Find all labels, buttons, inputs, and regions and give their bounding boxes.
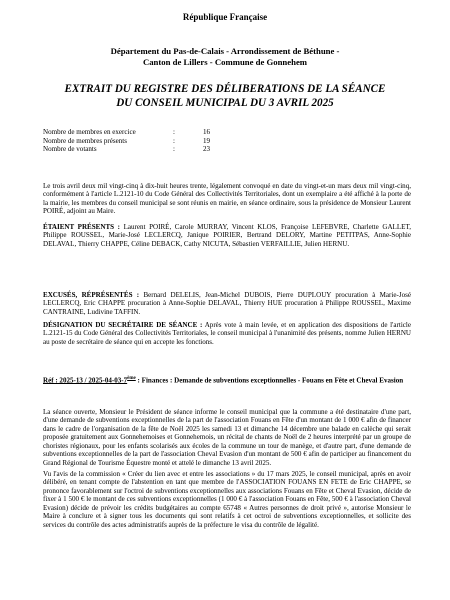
- count-value: 19: [203, 136, 211, 145]
- count-value: 23: [203, 145, 211, 153]
- reference-subject: : Finances : Demande de subventions exceptionnelles - Fouans en Fête et Cheval Evasion: [135, 376, 404, 385]
- extract-title: [0, 83, 450, 111]
- count-label: Nombre de membres présents: [43, 136, 127, 145]
- secretary-label: DÉSIGNATION DU SECRÉTAIRE DE SÉANCE :: [43, 321, 203, 329]
- member-counts: [43, 128, 263, 154]
- presents-label: ÉTAIENT PRÉSENTS :: [43, 223, 121, 231]
- department-heading: [0, 46, 450, 68]
- secretary-text: Après vote à main levée, et en application des dispositions de l'article L.2121-15 du Code Général des Collectivités Territoriales, le conseil municipal à l'unanimité des présents, nomme Julien HERNU au poste de secrétaire de séance qui en accepte les fonctions.: [43, 321, 412, 346]
- presents-list: Laurent POIRÉ, Carole MURRAY, Vincent KLOS, Françoise LEFEBVRE, Charlette GALLET, Philippe ROUSSEL, Marie-José LECLERCQ, Janique POIRIER, Bertrand DELORY, Martine PETITPAS, Anne-Sophie DELAVAL, Thierry CHAPPE, Céline DEBACK, Cathy NICUTA, Sébastien VERFAILLIE, Julien HERNU.: [43, 223, 411, 248]
- convocation-paragraph: Le trois avril deux mil vingt-cinq à dix-huit heures trente, légalement convoqué en date du vingt-et-un mars deux mil vingt-cinq, conformément à l'article L.2121-10 du Code Général des Collectivités Territoriales, dont un exemplaire a été affiché à la porte de la mairie, les membres du conseil municipal se sont réunis en mairie, en séance ordinaire, sous la présidence de Monsieur Laurent POIRÉ, adjoint au Maire.: [43, 182, 411, 216]
- reference-superscript: ème: [127, 376, 136, 381]
- department-line: Département du Pas-de-Calais - Arrondissement de Béthune -: [110, 46, 340, 56]
- decision-paragraph: Vu l'avis de la commission « Créer du lien avec et entre les associations » du 17 mars 2025, le conseil municipal, après en avoir délibéré, en tenant compte de l'abstention en tant que membre de l'ASSOCIATION FOUANS EN FETE de Eric CHAPPE, se prononce favorablement sur l'octroi de subventions exceptionnelles aux associations Fouans en Fête et Cheval Evasion, décide de fixer à 1 500 € le montant de ces subventions exceptionnelles (1 000 € à l'association Fouans en Fête, 500 € à l'association Cheval Evasion) décide de prévoir les crédits budgétaires au compte 65748 « Autres personnes de droit privé », autorise Monsieur le Maire à conclure et à signer tous les documents qui sont relatifs à cet octroi de subventions exceptionnelles, et sollicite des services du contrôle des actes administratifs auprès de la préfecture le visa du contrôle de légalité.: [43, 470, 411, 529]
- reference-heading: [43, 376, 411, 385]
- count-colon: :: [173, 145, 175, 153]
- count-label: Nombre de membres en exercice: [43, 128, 136, 136]
- count-label: Nombre de votants: [43, 145, 97, 153]
- republic-heading: République Française: [182, 12, 268, 22]
- count-colon: :: [173, 136, 175, 145]
- extract-title-line1: EXTRAIT DU REGISTRE DES DÉLIBERATIONS DE LA SÉANCE: [64, 83, 386, 95]
- count-row: [43, 128, 263, 137]
- presents-paragraph: [43, 223, 411, 248]
- count-value: 16: [203, 128, 211, 136]
- excuses-list: Bernard DELELIS, Jean-Michel DUBOIS, Pierre DUPLOUY procuration à Marie-José LECLERCQ, Eric CHAPPE procuration à Anne-Sophie DELAVAL, Thierry HUE procuration à Philippe ROUSSEL, Maxime CANTRAINE, Ludivine TAFFIN.: [43, 291, 411, 316]
- count-row: [43, 145, 263, 154]
- canton-line: Canton de Lillers - Commune de Gonnehem: [142, 56, 308, 67]
- reference-number: Réf : 2025-13 / 2025-04-03-7: [43, 376, 128, 385]
- count-row: [43, 137, 263, 146]
- extract-title-line2: DU CONSEIL MUNICIPAL DU 3 AVRIL 2025: [116, 96, 334, 109]
- expose-paragraph: La séance ouverte, Monsieur le Président de séance informe le conseil municipal que la commune a été destinataire d'une part, d'une demande de subventions exceptionnelles de la part de l'association Fouans en Fête d'un montant de 1 000 € afin de financer dans le cadre de l'organisation de la fête de Noël 2025 les samedi 13 et dimanche 14 décembre une balade en calèche qui serait proposée gratuitement aux Gonnehemoises et Gonnehemois, un récital de chants de Noël de 2 heures interprété par un groupe de choristes régionaux, pour les enfants scolarisés aux écoles de la commune un tour de manège, et d'autre part, d'une demande de subventions exceptionnelles de la part de l'association Cheval Evasion d'un montant de 500 € afin de participer au financement du Grand Régional de Tourisme Équestre monté et attelé le dimanche 13 avril 2025.: [43, 408, 411, 467]
- excuses-paragraph: [43, 291, 411, 316]
- excuses-label: EXCUSÉS, RÉPRÉSENTÉS :: [43, 291, 140, 299]
- secretary-paragraph: [43, 321, 411, 346]
- count-colon: :: [173, 128, 175, 136]
